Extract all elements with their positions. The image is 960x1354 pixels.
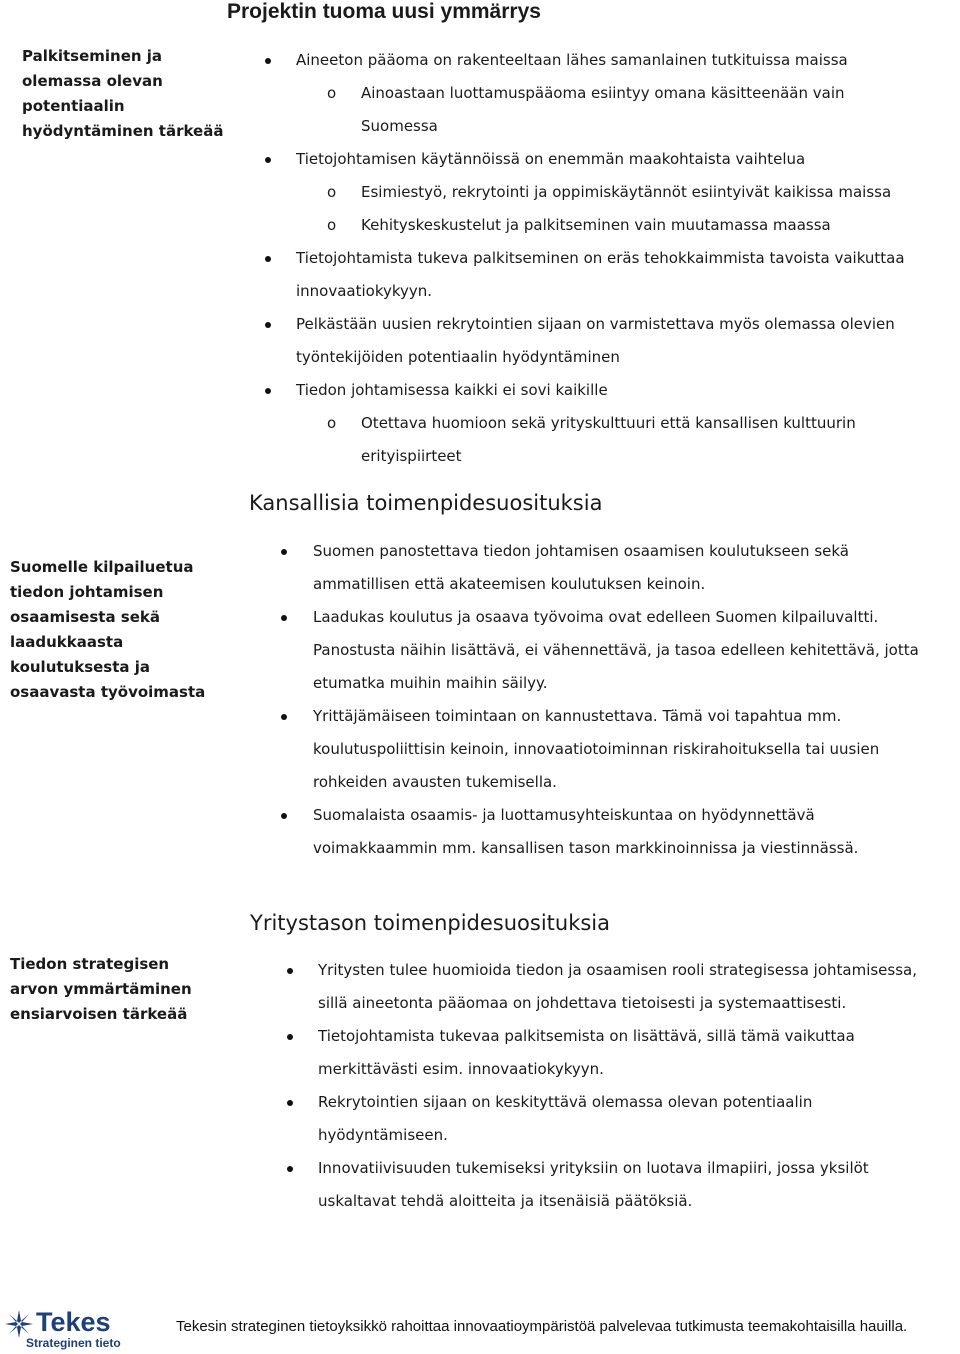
item-text-line: Laadukas koulutus ja osaava työvoima ovat edelleen Suomen kilpailuvaltti. (313, 608, 879, 626)
item-text (318, 1086, 812, 1152)
side-note-line: Palkitseminen ja (22, 47, 163, 65)
item-text-line: Tietojohtamista tukeva palkitseminen on eräs tehokkaimmista tavoista vaikuttaa (296, 249, 905, 267)
side-note-line: olemassa olevan (22, 72, 163, 90)
side-note-line: Tiedon strategisen (10, 955, 170, 973)
bullet-icon (287, 968, 293, 974)
item-text-line: Otettava huomioon sekä yrityskulttuuri että kansallisen kulttuurin (361, 414, 856, 432)
item-text-line: rohkeiden avausten tukemisella. (313, 773, 557, 791)
item-text (313, 601, 919, 700)
item-text-line: Tietojohtamista tukevaa palkitsemista on lisättävä, sillä tämä vaikuttaa (318, 1027, 855, 1045)
section2-title: Kansallisia toimenpidesuosituksia (249, 491, 603, 515)
item-text (313, 700, 879, 799)
item-text (296, 44, 848, 77)
item-text-line: Kehityskeskustelut ja palkitseminen vain muutamassa maassa (361, 216, 831, 234)
item-text-line: ammatillisen että akateemisen koulutuksen keinoin. (313, 575, 706, 593)
bullet-icon (265, 322, 271, 328)
item-text-line: Suomalaista osaamis- ja luottamusyhteiskuntaa on hyödynnettävä (313, 806, 815, 824)
bullet-icon (265, 388, 271, 394)
item-text (318, 1152, 869, 1218)
bullet-icon (265, 256, 271, 262)
item-text-line: Rekrytointien sijaan on keskityttävä olemassa olevan potentiaalin (318, 1093, 813, 1111)
item-text-line: Aineeton pääoma on rakenteeltaan lähes samanlainen tutkituissa maissa (296, 51, 848, 69)
bullet-icon (265, 58, 271, 64)
item-text (296, 143, 805, 176)
item-text-line: Panostusta näihin lisättävä, ei vähennettävä, ja tasoa edelleen kehitettävä, jotta (313, 641, 919, 659)
side-note-line: koulutuksesta ja (10, 658, 151, 676)
item-text (361, 176, 891, 209)
item-text-line: Pelkästään uusien rekrytointien sijaan on varmistettava myös olemassa olevien (296, 315, 895, 333)
bullet-icon (281, 813, 287, 819)
item-text (313, 535, 849, 601)
sub-bullet-icon: o (327, 84, 337, 102)
section3-title: Yritystason toimenpidesuosituksia (250, 911, 611, 935)
item-text (361, 209, 831, 242)
side-note-line: Suomelle kilpailuetua (10, 558, 194, 576)
item-text-line: Ainoastaan luottamuspääoma esiintyy omana käsitteenään vain (361, 84, 845, 102)
side-note-line: arvon ymmärtäminen (10, 980, 192, 998)
item-text (361, 77, 845, 143)
item-text (313, 799, 858, 865)
bullet-icon (287, 1034, 293, 1040)
side-note-line: osaavasta työvoimasta (10, 683, 206, 701)
item-text-line: etumatka muihin maihin säilyy. (313, 674, 548, 692)
side-note-line: ensiarvoisen tärkeää (10, 1005, 188, 1023)
item-text-line: merkittävästi esim. innovaatiokykyyn. (318, 1060, 604, 1078)
side-note-line: osaamisesta sekä (10, 608, 160, 626)
logo-word: Tekes (36, 1307, 111, 1337)
item-text-line: erityispiirteet (361, 447, 462, 465)
item-text (318, 1020, 855, 1086)
side-note-line: potentiaalin (22, 97, 125, 115)
item-text-line: Tiedon johtamisessa kaikki ei sovi kaikille (296, 381, 608, 399)
item-text (318, 954, 917, 1020)
item-text-line: Suomessa (361, 117, 438, 135)
item-text (296, 308, 895, 374)
item-text-line: hyödyntämiseen. (318, 1126, 448, 1144)
item-text-line: sillä aineetonta pääomaa on johdettava tietoisesti ja systemaattisesti. (318, 994, 847, 1012)
item-text-line: työntekijöiden potentiaalin hyödyntäminen (296, 348, 620, 366)
item-text-line: Tietojohtamisen käytännöissä on enemmän maakohtaista vaihtelua (296, 150, 806, 168)
item-text-line: Yrittäjämäiseen toimintaan on kannustettava. Tämä voi tapahtua mm. (313, 707, 842, 725)
item-text-line: innovaatiokykyyn. (296, 282, 433, 300)
section3-side-note (10, 952, 192, 1027)
section2-side-note (10, 555, 205, 705)
item-text-line: Suomen panostettava tiedon johtamisen osaamisen koulutukseen sekä (313, 542, 849, 560)
item-text-line: uskaltavat tehdä aloitteita ja itsenäisiä päätöksiä. (318, 1192, 693, 1210)
sub-bullet-icon: o (327, 216, 337, 234)
item-text (296, 242, 905, 308)
item-text-line: Yritysten tulee huomioida tiedon ja osaamisen rooli strategisessa johtamisessa, (318, 961, 918, 979)
tekes-logo (4, 1305, 134, 1353)
section1-side-note (22, 44, 223, 144)
bullet-icon (265, 157, 271, 163)
item-text (296, 374, 608, 407)
item-text-line: koulutuspoliittisin keinoin, innovaatiotoiminnan riskirahoituksella tai uusien (313, 740, 880, 758)
side-note-line: tiedon johtamisen (10, 583, 164, 601)
side-note-line: hyödyntäminen tärkeää (22, 122, 224, 140)
bullet-icon (287, 1166, 293, 1172)
item-text (361, 407, 856, 473)
bullet-icon (281, 615, 287, 621)
section1-title: Projektin tuoma uusi ymmärrys (227, 0, 541, 23)
sub-bullet-icon: o (327, 183, 337, 201)
logo-subtitle: Strateginen tieto (26, 1336, 121, 1350)
bullet-icon (287, 1100, 293, 1106)
footer-text: Tekesin strateginen tietoyksikkö rahoittaa innovaatioympäristöä palvelevaa tutkimusta teemakohtaisilla hauilla. (176, 1318, 908, 1335)
item-text-line: voimakkaammin mm. kansallisen tason markkinoinnissa ja viestinnässä. (313, 839, 859, 857)
bullet-icon (281, 549, 287, 555)
side-note-line: laadukkaasta (10, 633, 124, 651)
item-text-line: Innovatiivisuuden tukemiseksi yrityksiin on luotava ilmapiiri, jossa yksilöt (318, 1159, 869, 1177)
sub-bullet-icon: o (327, 414, 337, 432)
tekes-star-icon (4, 1309, 34, 1339)
bullet-icon (281, 714, 287, 720)
item-text-line: Esimiestyö, rekrytointi ja oppimiskäytännöt esiintyivät kaikissa maissa (361, 183, 892, 201)
